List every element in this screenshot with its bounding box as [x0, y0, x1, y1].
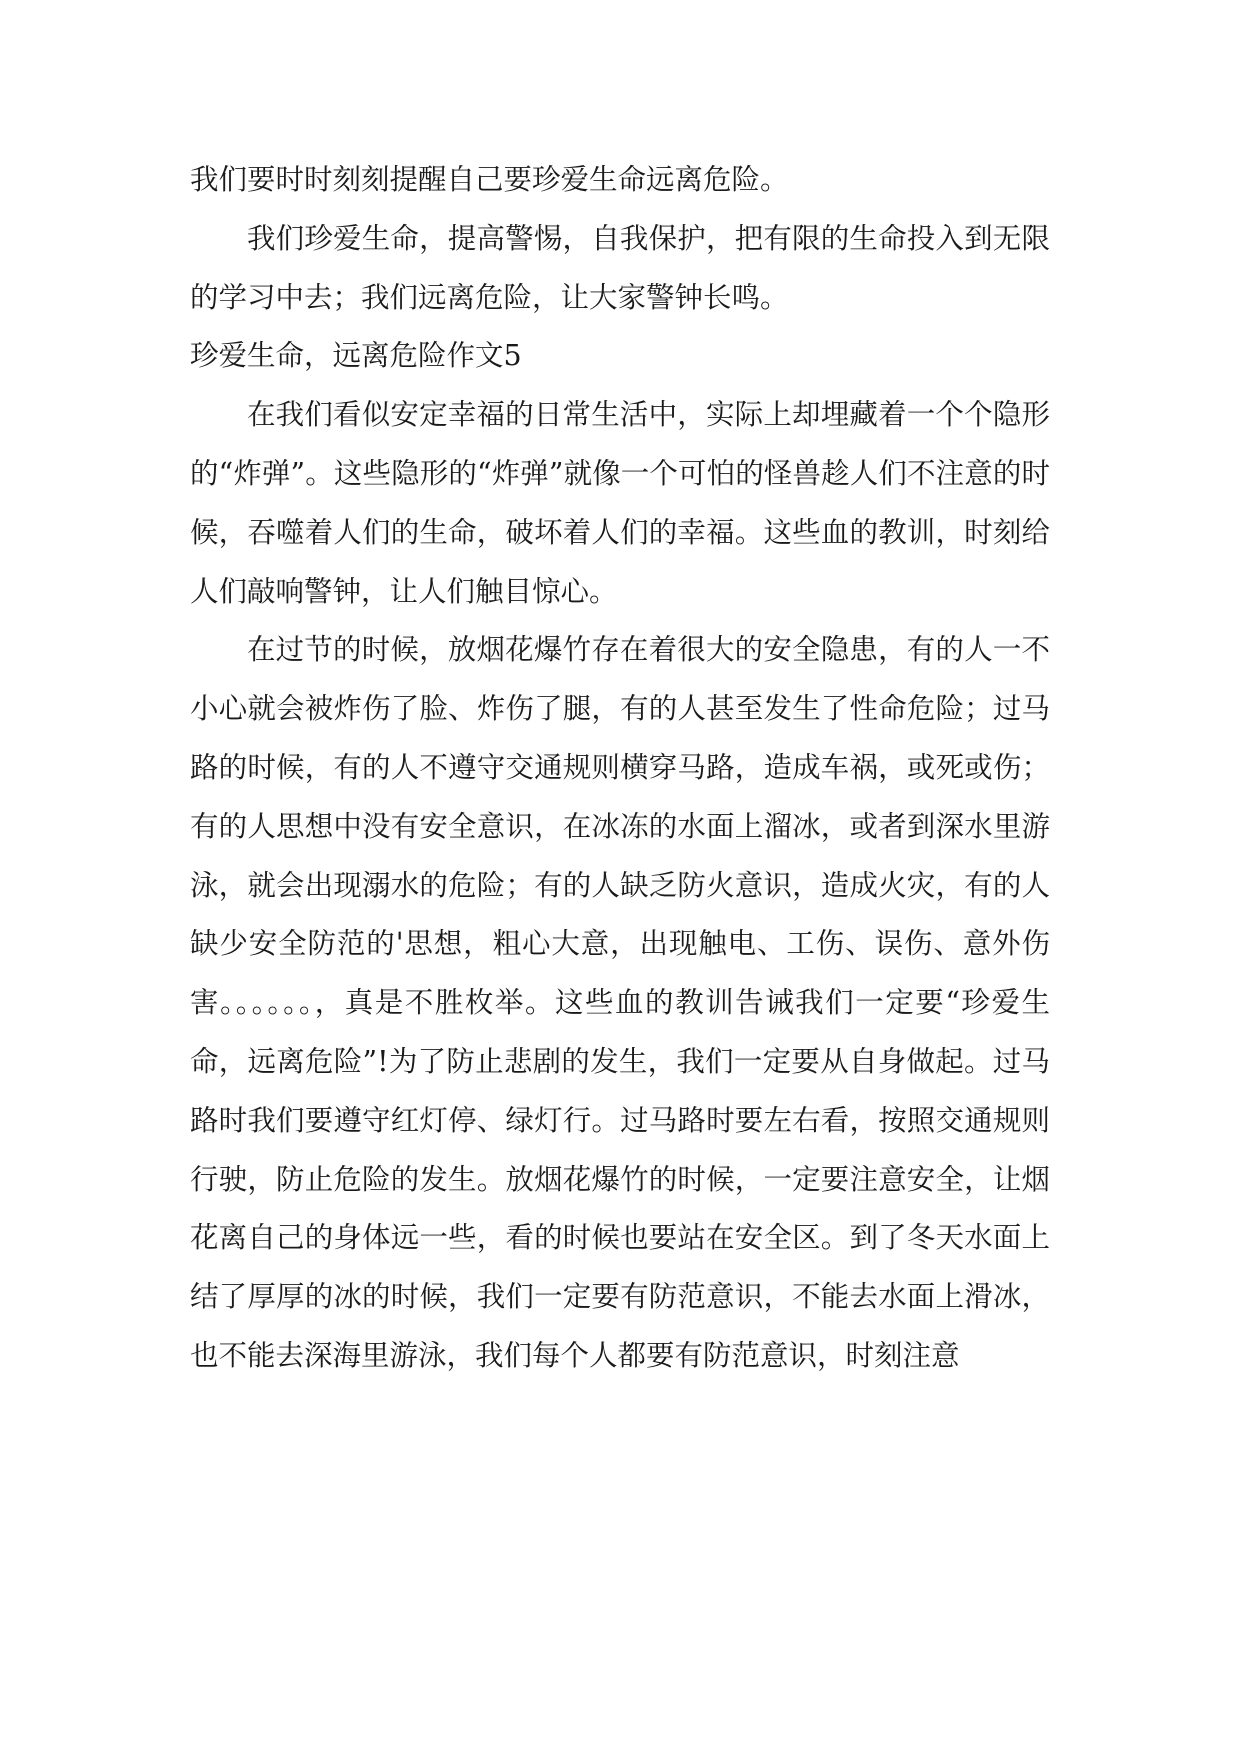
section-heading: 珍爱生命，远离危险作文5: [190, 339, 522, 373]
paragraph-continuation: 我们要时时刻刻提醒自己要珍爱生命远离危险。: [190, 163, 789, 196]
document-body: [190, 151, 1050, 1386]
paragraph: 我们珍爱生命，提高警惕，自我保护，把有限的生命投入到无限的学习中去；我们远离危险，让大家警钟长鸣。: [190, 221, 1050, 314]
paragraph: 在我们看似安定幸福的日常生活中，实际上却埋藏着一个个隐形的“炸弹”。这些隐形的“炸弹”就像一个可怕的怪兽趁人们不注意的时候，吞噬着人们的生命，破坏着人们的幸福。这些血的教训，时刻给人们敲响警钟，让人们触目惊心。: [190, 398, 1050, 608]
paragraph: 在过节的时候，放烟花爆竹存在着很大的安全隐患，有的人一不小心就会被炸伤了脸、炸伤了腿，有的人甚至发生了性命危险；过马路的时候，有的人不遵守交通规则横穿马路，造成车祸，或死或伤；有的人思想中没有安全意识，在冰冻的水面上溜冰，或者到深水里游泳，就会出现溺水的危险；有的人缺乏防火意识，造成火灾，有的人缺少安全防范的'思想，粗心大意，出现触电、工伤、误伤、意外伤害。。。。。。，真是不胜枚举。这些血的教训告诫我们一定要“珍爱生命，远离危险”!为了防止悲剧的发生，我们一定要从自身做起。过马路时我们要遵守红灯停、绿灯行。过马路时要左右看，按照交通规则行驶，防止危险的发生。放烟花爆竹的时候，一定要注意安全，让烟花离自己的身体远一些，看的时候也要站在安全区。到了冬天水面上结了厚厚的冰的时候，我们一定要有防范意识，不能去水面上滑冰，也不能去深海里游泳，我们每个人都要有防范意识，时刻注意: [190, 633, 1050, 1372]
